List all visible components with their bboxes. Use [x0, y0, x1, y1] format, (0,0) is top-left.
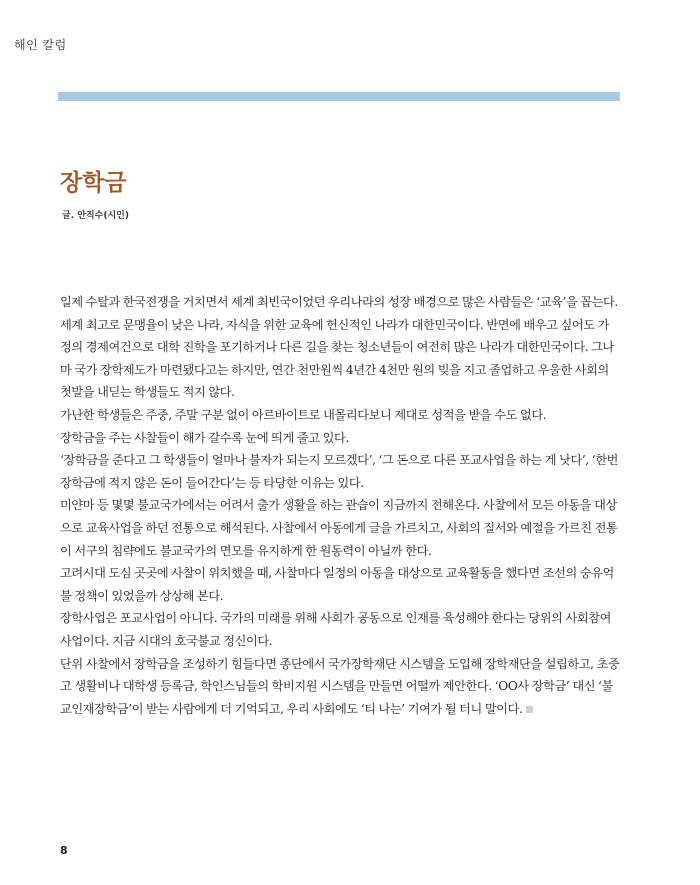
paragraph: ‘장학금을 준다고 그 학생들이 얼마나 불자가 되는지 모르겠다’, ‘그 돈으로 다른 포교사업을 하는 게 낫다’, ‘한번 장학금에 적지 않은 돈이 들어간다’는 등 타당한 이유는 있다.: [60, 453, 618, 490]
article-author: 글. 안직수(시인): [62, 211, 129, 221]
end-mark-icon: [526, 706, 533, 713]
paragraph: 고려시대 도심 곳곳에 사찰이 위치했을 때, 사찰마다 일정의 아동을 대상으로 교육활동을 했다면 조선의 숭유억불 정책이 있었을까 상상해 본다.: [60, 566, 614, 603]
paragraph-last: [60, 653, 620, 721]
paragraph: 가난한 학생들은 주중, 주말 구분 없이 아르바이트로 내몰리다보니 제대로 성적을 받을 수도 없다.: [60, 407, 547, 422]
article-body: [60, 291, 620, 720]
paragraph-text: 단위 사찰에서 장학금을 조성하기 힘들다면 종단에서 국가장학재단 시스템을 도입해 장학재단을 설립하고, 초중고 생활비나 대학생 등록금, 학인스님들의 학비지원 시스템을 만들면 어떨까 제안한다. ‘OO사 장학금’ 대신 ‘불교인재장학금’이 받는 사람에게 더 기억되고, 우리 사회에도 ‘티 나는’ 기여가 될 터니 말이다.: [60, 656, 620, 716]
article-title: 장학금: [60, 169, 127, 196]
section-label: 해인 칼럼: [14, 38, 67, 52]
paragraph: 일제 수탈과 한국전쟁을 거치면서 세계 최빈국이었던 우리나라의 성장 배경으로 많은 사람들은 ‘교육’을 꼽는다.: [60, 295, 618, 309]
paragraph: 장학금을 주는 사찰들이 해가 갈수록 눈에 띄게 줄고 있다.: [60, 430, 349, 445]
paragraph: 미얀마 등 몇몇 불교국가에서는 어려서 출가 생활을 하는 관습이 지금까지 전해온다. 사찰에서 모든 아동을 대상으로 교육사업을 하던 전통으로 해석된다. 사찰에서 아동에게 글을 가르치고, 사회의 질서와 예절을 가르친 전통이 서구의 침략에도 불교국가의 면모를 유지하게 한 원동력이 아닐까 한다.: [60, 498, 618, 558]
page-number: 8: [60, 844, 68, 857]
paragraph: 장학사업은 포교사업이 아니다. 국가의 미래를 위해 사회가 공동으로 인재를 육성해야 한다는 당위의 사회참여사업이다. 지금 시대의 호국불교 정신이다.: [60, 611, 611, 648]
paragraph: 세계 최고로 문맹율이 낮은 나라, 자식을 위한 교육에 헌신적인 나라가 대한민국이다. 반면에 배우고 싶어도 가정의 경제여건으로 대학 진학을 포기하거나 다른 길을 찾는 청소년들이 여전히 많은 나라가 대한민국이다. 그나마 국가 장학제도가 마련됐다고는 하지만, 연간 천만원씩 4년간 4천만 원의 빚을 지고 졸업하고 우울한 사회의 첫발을 내딛는 학생들도 적지 않다.: [60, 317, 614, 400]
header-accent-bar: [58, 92, 620, 101]
